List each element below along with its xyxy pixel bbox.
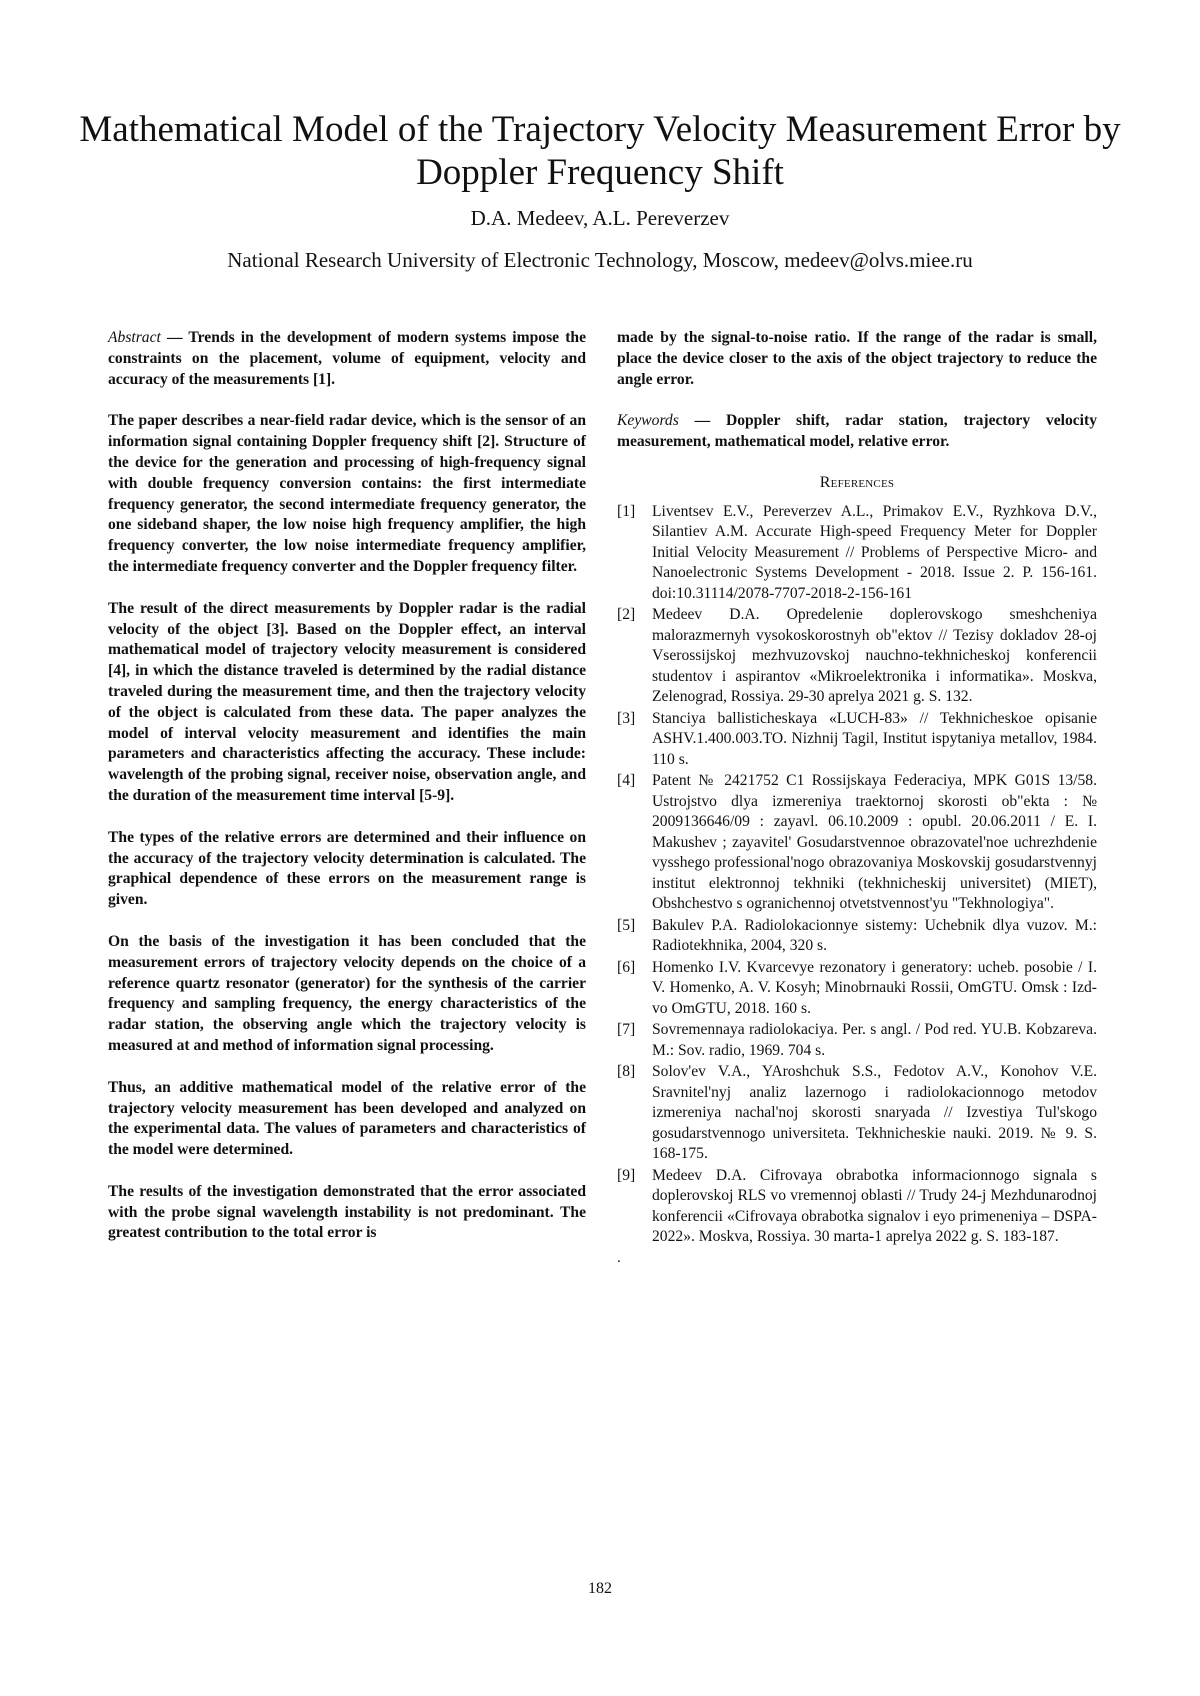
- reference-number: [6]: [617, 958, 636, 976]
- reference-text: Homenko I.V. Kvarcevye rezonatory i generatory: ucheb. posobie / I. V. Homenko, A. V. Kosyh; Minobrnauki Rossii, OmGTU. Omsk : Izd-vo OmGTU, 2018. 160 s.: [652, 958, 1097, 1017]
- reference-number: [9]: [617, 1166, 636, 1184]
- reference-text: Patent № 2421752 C1 Rossijskaya Federaciya, MPK G01S 13/58. Ustrojstvo dlya izmereniya traektornoj skorosti ob"ekta : № 2009136646/09 : zayavl. 06.10.2009 : opubl. 20.06.2011 / E. I. Makushev ; zayavitel' Gosudarstvennoe obrazovatel'noe uchrezhdenie vysshego professional'nogo obrazovaniya Moskovskij gosudarstvennyj institut elektronnoj tekhniki (tekhnicheskij universitet) (MIET), Obshchestvo s ogranichennoj otvetstvennost'yu "Tekhnologiya".: [652, 772, 1097, 913]
- references-list: [617, 502, 1097, 1248]
- abstract-paragraph-2: The paper describes a near-field radar device, which is the sensor of an information signal containing Doppler frequency shift [2]. Structure of the device for the generation and processing of high-frequency signal with double frequency conversion contains: the first intermediate frequency generator, the second intermediate frequency generator, the one sideband shaper, the low noise high frequency amplifier, the high frequency converter, the low noise intermediate frequency amplifier, the intermediate frequency converter and the Doppler frequency filter.: [108, 412, 586, 575]
- reference-text: Liventsev E.V., Pereverzev A.L., Primakov E.V., Ryzhkova D.V., Silantiev A.M. Accurate High-speed Frequency Meter for Doppler Initial Velocity Measurement // Problems of Perspective Micro- and Nanoelectronic Systems Development - 2018. Issue 2. P. 156-161. doi:10.31114/2078-7707-2018-2-156-161: [652, 502, 1097, 602]
- reference-number: [7]: [617, 1021, 636, 1039]
- abstract-text: — Trends in the development of modern systems impose the constraints on the placement, volume of equipment, velocity and accuracy of the measurements [1].: [108, 329, 586, 388]
- reference-item: [617, 958, 1097, 1020]
- reference-item: [617, 1166, 1097, 1248]
- references-heading: References: [819, 473, 895, 491]
- keywords-label: Keywords: [617, 412, 679, 430]
- keywords-text: — Doppler shift, radar station, trajectory velocity measurement, mathematical model, relative error.: [617, 412, 1097, 451]
- abstract-paragraph-3: The result of the direct measurements by Doppler radar is the radial velocity of the object [3]. Based on the Doppler effect, an interval mathematical model of trajectory velocity measurement is considered [4], in which the distance traveled is determined by the radial distance traveled during the measurement time, and then the trajectory velocity of the object is calculated from these data. The paper analyzes the model of interval velocity measurement and identifies the main parameters and characteristics affecting the accuracy. These include: wavelength of the probing signal, receiver noise, observation angle, and the duration of the measurement time interval [5-9].: [108, 599, 586, 804]
- paper-affiliation: National Research University of Electronic Technology, Moscow, medeev@olvs.miee.ru: [227, 248, 973, 272]
- reference-text: Medeev D.A. Opredelenie doplerovskogo smeshcheniya malorazmernyh vysokoskorostnyh ob"ektov // Tezisy dokladov 28-oj Vserossijskoj mezhvuzovskoj nauchno-tekhnicheskoj konferencii studentov i aspirantov «Mikroelektronika i informatika». Moskva, Zelenograd, Rossiya. 29-30 aprelya 2021 g. S. 132.: [652, 606, 1097, 706]
- abstract-paragraph-6: Thus, an additive mathematical model of the relative error of the trajectory velocity measurement has been developed and analyzed on the experimental data. The values of parameters and characteristics of the model were determined.: [108, 1078, 586, 1159]
- left-column: [108, 328, 586, 1265]
- trailing-dot: .: [617, 1249, 621, 1266]
- abstract-paragraph-8: made by the signal-to-noise ratio. If the range of the radar is small, place the device closer to the axis of the object trajectory to reduce the angle error.: [617, 329, 1097, 388]
- reference-number: [4]: [617, 772, 636, 790]
- reference-item: [617, 771, 1097, 915]
- reference-text: Stanciya ballisticheskaya «LUCH-83» // Tekhnicheskoe opisanie ASHV.1.400.003.TO. Nizhnij Tagil, Institut ispytaniya metallov, 1984. 110 s.: [652, 709, 1097, 768]
- abstract-paragraph-4: The types of the relative errors are determined and their influence on the accuracy of the trajectory velocity determination is calculated. The graphical dependence of these errors on the measurement range is given.: [108, 828, 586, 909]
- paper-title: Mathematical Model of the Trajectory Velocity Measurement Error by Doppler Frequency Shift: [79, 109, 1121, 193]
- reference-number: [2]: [617, 606, 636, 624]
- reference-text: Bakulev P.A. Radiolokacionnye sistemy: Uchebnik dlya vuzov. M.: Radiotekhnika, 2004, 320 s.: [652, 916, 1097, 955]
- reference-item: [617, 709, 1097, 771]
- reference-number: [5]: [617, 916, 636, 934]
- abstract-paragraph: [108, 328, 586, 390]
- reference-number: [3]: [617, 709, 636, 727]
- reference-item: [617, 502, 1097, 605]
- reference-text: Medeev D.A. Cifrovaya obrabotka informacionnogo signala s doplerovskoj RLS vo vremennoj oblasti // Trudy 24-j Mezhdunarodnoj konferencii «Cifrovaya obrabotka signalov i eyo primeneniya – DSPA-2022». Moskva, Rossiya. 30 marta-1 aprelya 2022 g. S. 183-187.: [652, 1166, 1097, 1246]
- page-number: 182: [588, 1580, 612, 1597]
- reference-item: [617, 1020, 1097, 1061]
- reference-text: Sovremennaya radiolokaciya. Per. s angl. / Pod red. YU.B. Kobzareva. M.: Sov. radio, 1969. 704 s.: [652, 1021, 1097, 1059]
- abstract-label: Abstract: [108, 329, 161, 346]
- right-column: [617, 328, 1097, 1267]
- paper-authors: D.A. Medeev, A.L. Pereverzev: [470, 206, 730, 230]
- reference-number: [1]: [617, 502, 636, 520]
- reference-number: [8]: [617, 1063, 636, 1081]
- reference-text: Solov'ev V.A., YAroshchuk S.S., Fedotov A.V., Konohov V.E. Sravnitel'nyj analiz lazernogo i radiolokacionnogo metodov izmereniya nachal'noj skorosti snaryada // Izvestiya Tul'skogo gosudarstvennogo universiteta. Tekhnicheskie nauki. 2019. № 9. S. 168-175.: [652, 1063, 1097, 1163]
- reference-item: [617, 605, 1097, 708]
- reference-item: [617, 1062, 1097, 1165]
- reference-item: [617, 916, 1097, 957]
- keywords-paragraph: [617, 411, 1097, 453]
- abstract-paragraph-7: The results of the investigation demonstrated that the error associated with the probe signal wavelength instability is not predominant. The greatest contribution to the total error is: [108, 1182, 586, 1242]
- abstract-paragraph-5: On the basis of the investigation it has been concluded that the measurement errors of trajectory velocity depends on the choice of a reference quartz resonator (generator) for the synthesis of the carrier frequency and sampling frequency, the energy characteristics of the radar station, the observing angle which the trajectory velocity is measured at and method of information signal processing.: [108, 932, 586, 1054]
